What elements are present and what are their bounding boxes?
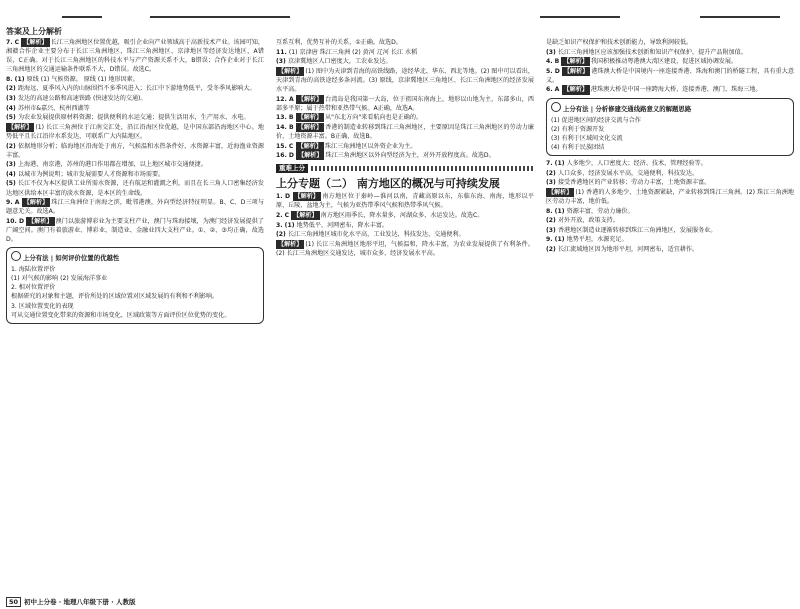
answer-item (546, 67, 794, 85)
question-number: (5) (6, 114, 18, 122)
analysis-tag: 【解析】 (297, 114, 323, 122)
answer-item (276, 67, 534, 94)
question-number: (3) (546, 179, 558, 187)
answer-text: 长江三角洲地区位置优越，吸引企业向产业领域高于高新技术产业。该园可知，湘赣合作企业主要分布于长江三角洲地区，珠江三角洲地区、京津地区等经济发达地区，A错误，C正确。对于长江三角洲地区的科技水平与产产资源关系不大，B错误；合作企业对于长江三角洲地区的交通运输条件联系不大，D错误。故选C。 (6, 39, 264, 74)
answer-text: 为农业发展提供原材料资源；提供便利的水运交通；提供生活用水，生产用水、水电。 (17, 114, 250, 122)
answer-text: 依据地形分析；临海地区沿海处于南方，气候温和水热条件好，水资源丰富，近海渔业资源丰富。 (6, 142, 264, 159)
answer-text: 香港地区制造业逐渐转移到珠江三角洲地区，发展服务业。 (557, 226, 717, 234)
answer-text: (1) 长江三角洲地区地形平坦，气候温和，降水丰富，为农业发展提供了有利条件。(2) 长江三角洲地区交通发达，城市众多，经济发展水平高。 (276, 240, 534, 257)
answer-text: 长江三角洲地区应该加强技术创新和知识产权保护，提升产品附加值。 (557, 48, 747, 56)
answer-item (276, 113, 534, 122)
column-left (6, 38, 264, 596)
answer-text: 苏州市&嘉兴、杭州西湖等 (17, 104, 90, 112)
tip-box-title: 上分有法 | 分析修建交通线路意义的解题思路 (551, 102, 789, 114)
analysis-tag: 【解析】 (548, 188, 573, 196)
answer-item (546, 48, 794, 57)
answer-text: 互系互利，优势互补的关系，①正确。故选D。 (276, 39, 402, 46)
analysis-tag: 【解析】 (293, 212, 318, 219)
analysis-tag: 【解析】 (28, 217, 53, 225)
tip-line: (4) 有利于民族团结 (551, 143, 605, 151)
answer-text: (1) 香港的人多地少，土地资源紧缺，产业转移到珠江三角洲。(2) 珠江三角洲地区劳动力丰富，地价低。 (546, 188, 794, 205)
answer-text: 我国积极推动粤港澳大湾区建设，促进区域协调发展。 (590, 58, 738, 66)
answer-text: 资源丰富，劳动力廉价。 (566, 207, 634, 215)
section-title: 上分专题（二） 南方地区的概况与可持续发展 (276, 177, 500, 191)
question-number: (4) (6, 104, 18, 112)
question-number: 15. C (276, 142, 296, 150)
answer-item (546, 159, 794, 168)
question-number: (5) (6, 180, 18, 188)
column-middle (276, 38, 534, 596)
answer-list (546, 159, 794, 254)
answer-text: 珠江三角洲位于南海之滨，毗邻港澳，外向型经济特征明显。B、C、D三项与题意无关。故选A。 (6, 199, 264, 216)
tip-line: 根据研究的对象和主题，评价所处的区域位置对区域发展的有利和不利影响。 (11, 293, 219, 301)
tip-line: (1) 对气候的影响 (2) 发展海洋事业 (11, 275, 108, 283)
analysis-tag: 【解析】 (297, 95, 323, 103)
tip-box-content (11, 265, 259, 320)
question-number: 9. (1) (546, 236, 567, 244)
answer-item (6, 217, 264, 244)
top-rule (0, 0, 800, 22)
answer-item (276, 151, 534, 160)
answer-item (276, 240, 534, 258)
question-number: (2) (546, 169, 558, 177)
question-number: (2) (6, 142, 18, 150)
answer-item (6, 94, 264, 103)
answer-text: 距海远，夏季风入内的山脉围挡不多季风进入；长江中下游地势低平，受冬季风影响大。 (17, 85, 256, 93)
answer-item (546, 226, 794, 235)
answer-item (546, 57, 794, 66)
analysis-tag: 【解析】 (8, 123, 33, 131)
analysis-tag: 【解析】 (297, 142, 322, 150)
section-bar-pattern (311, 166, 534, 171)
answer-text: 原线 (1) 气候资源。 原线 (1) 地形因素。 (26, 75, 139, 83)
answer-text: 人口众多，经济发展水平高，交通便利，科技发达。 (557, 169, 699, 177)
question-number: 16. D (276, 152, 297, 160)
check-icon (11, 251, 21, 261)
answer-item (6, 84, 264, 93)
question-number: (4) (6, 170, 18, 178)
answer-text: 从"东北方向"来看航向也是正确的。 (325, 114, 423, 122)
question-number: 9. A (6, 199, 22, 207)
answer-text: (1) 图中为天津到青海的高铁线路，途经华北、华东、西北等地。(2) 图中可以看出，天津到青海的高铁途经多条河流。(3) 原线，京津冀地区三角地区、长江三角洲地区的经济发展水平高。 (276, 67, 534, 93)
tip-line: 2. 相对位置评价 (11, 284, 56, 292)
answer-item (546, 216, 794, 225)
answer-item (6, 38, 264, 74)
answer-item (546, 85, 794, 94)
tip-line: (1) 促进地区间的经济交流与合作 (551, 116, 641, 124)
answer-text: 澳门以旅游博彩业为主要支柱产业，澳门与珠海接壤，为澳门经济发展提供了广阔空间。澳门有着旅游业、博彩业、制造业、金融业四大支柱产业。①、②、③均正确，故选D。 (6, 217, 264, 243)
answer-text: 南方地区位于秦岭—淮河以南，青藏高原以东，东临东海、南海，地形以平原、丘陵、盆地为主，气候为亚热带季风气候和热带季风气候。 (276, 193, 534, 210)
question-number: 5. D (546, 67, 562, 75)
question-number: 13. B (276, 114, 296, 122)
answer-text: 接受香港地区的产业转移；劳动力丰富，土地资源丰富。 (557, 179, 711, 187)
rule-segment (540, 16, 620, 18)
rule-segment (700, 16, 780, 18)
question-number: (3) (276, 58, 288, 66)
answer-item (6, 104, 264, 113)
question-number: (3) (546, 226, 558, 234)
tip-line: (2) 有利于资源开发 (551, 125, 605, 133)
question-number: (2) (546, 245, 558, 253)
analysis-tag: 【解析】 (294, 193, 319, 201)
question-number: (3) (6, 161, 18, 169)
answer-item (546, 235, 794, 244)
answer-item (276, 57, 534, 66)
tip-line: 可从交通位置变化带来的资源和市场变化、区域政策等方面评价区位优势的变化。 (11, 311, 231, 319)
tip-line: 1. 海陆位置评价 (11, 266, 56, 274)
answer-item (6, 75, 264, 84)
answer-item (6, 123, 264, 141)
page-number: 50 (6, 597, 21, 607)
answer-text: 台湾岛是我国第一大岛，位于祖国东南海上，地形以山地为主，东部多山，西部多平原；属于热带和亚热带气候。A正确，故选A。 (276, 95, 534, 112)
answer-item (6, 113, 264, 122)
answer-text: 港珠澳大桥是中国一座跨海大桥，连接香港、澳门、珠海三地。 (590, 86, 762, 94)
analysis-tag: 【解析】 (298, 152, 323, 160)
answer-list (276, 192, 534, 258)
answer-text: 对外开放，政策支持。 (557, 217, 619, 225)
check-icon (551, 102, 561, 112)
analysis-tag: 【解析】 (563, 67, 589, 75)
answer-item (276, 38, 534, 47)
question-number: 2. C (276, 212, 292, 219)
question-number: 8. (1) (546, 207, 567, 215)
tip-line: 3. 区域位置变化的表现 (11, 302, 74, 310)
tip-box (546, 98, 794, 156)
answer-item (276, 221, 534, 230)
question-number: 7. C (6, 39, 22, 46)
answer-text: 珠江三角洲地区以外资企业为主。 (324, 142, 417, 150)
analysis-tag: 【解析】 (278, 240, 303, 248)
question-number: 12. A (276, 95, 296, 103)
answer-item (6, 170, 264, 179)
answer-list (546, 38, 794, 95)
answer-item (276, 142, 534, 151)
analysis-tag: 【解析】 (23, 199, 49, 207)
analysis-tag: 【解析】 (563, 86, 588, 94)
answer-item (546, 169, 794, 178)
question-number: 1. D (276, 193, 293, 201)
answer-text: 是缺乏如识产权保护和技术创新能力，导致利润较低。 (546, 39, 693, 46)
answer-item (546, 38, 794, 47)
answer-text: 珠江三角洲地区以外向型经济为主，对外开放程度高。故选D。 (325, 152, 495, 160)
tip-line: (3) 有利于区域间文化交流 (551, 134, 623, 142)
answer-item (276, 192, 534, 210)
question-number: 6. A (546, 86, 562, 94)
question-number: (2) (546, 217, 558, 225)
answer-item (6, 160, 264, 169)
question-number: 11. (276, 48, 289, 56)
answer-item (276, 230, 534, 239)
answer-item (6, 179, 264, 197)
answer-text: 以城市为例说明；城市发展需要人才资源和市场需要。 (17, 170, 165, 178)
answer-text: 长江三角洲地区城市化水平高，工业发达，科技发达，交通便利。 (287, 231, 465, 239)
answer-text: 发达的高速公路和高速铁路 (快速发达的交通)。 (17, 95, 147, 103)
answer-text: (1) 京津唐 珠江三角洲 (2) 黄河 辽河 长江 水稻 (288, 48, 418, 56)
section-bar (276, 163, 534, 173)
question-number: (2) (6, 85, 18, 93)
answer-item (276, 211, 534, 220)
answer-item (546, 188, 794, 206)
answer-item (6, 142, 264, 160)
question-number: 8. (1) (6, 75, 27, 83)
column-right (546, 38, 794, 596)
answer-text: 京津冀地区人口密度大，工农业发达。 (287, 58, 392, 66)
analysis-tag: 【解析】 (23, 39, 48, 46)
tip-box-title: 上分有法 | 如何评价位置的优越性 (11, 251, 259, 263)
answer-text: 地势平坦，水源充足。 (566, 236, 628, 244)
answer-text: 上海港、南京港，苏州的港口作用都在增加，以上地区城市交通便捷。 (17, 161, 207, 169)
rule-segment (62, 16, 102, 18)
footer-text: 初中上分卷 · 地理八年级下册 · 人教版 (24, 598, 136, 606)
page-footer (6, 597, 136, 607)
tip-box (6, 247, 264, 324)
page-header: 答案及上分解析 (6, 27, 62, 36)
question-number: 10. D (6, 217, 27, 225)
answer-item (276, 95, 534, 113)
answer-text: 人多地少，人口密度大；经济、技术、管理经验等。 (566, 160, 707, 168)
question-number: (3) (546, 48, 558, 56)
answer-text: 长江流域地区因为地形平坦，河网密布，适宜耕作。 (557, 245, 699, 253)
analysis-tag: 【解析】 (278, 67, 303, 75)
answer-item (546, 245, 794, 254)
analysis-tag: 【解析】 (297, 123, 323, 131)
section-bar-label: 重难上分 (276, 164, 308, 173)
answer-list (276, 38, 534, 160)
answer-text: 地势低平，河网密布，降水丰富。 (296, 221, 389, 229)
question-number: (3) (6, 95, 18, 103)
question-number: 14. B (276, 123, 296, 131)
question-number: 4. B (546, 58, 562, 66)
answer-item (276, 48, 534, 57)
tip-box-content (551, 116, 789, 152)
answer-text: 港珠澳大桥是中国境内一座连接香港、珠海和澳门的桥隧工程，具有重大意义。 (546, 67, 794, 84)
question-number: 7. (1) (546, 160, 567, 168)
answer-item (276, 123, 534, 141)
question-number: 3. (1) (276, 221, 297, 229)
question-number: (2) (276, 231, 288, 239)
analysis-tag: 【解析】 (563, 58, 588, 66)
answer-text: 南方地区雨季长，降水量多，河湖众多，水运发达。故选C。 (320, 212, 484, 219)
rule-segment (150, 16, 290, 18)
answer-text: 香港的制造业转移到珠江三角洲地区，主要原因是珠江三角洲地区的劳动力廉价，土地资源丰富。B正确，故选B。 (276, 123, 534, 140)
answer-list (6, 38, 264, 244)
answer-text: 长江不仅为本区提供工业所需水资源，还有航运和灌溉之利，而且在长三角人口密集经济发达地区供给本区丰富的淡水资源，是本区的生命线。 (6, 180, 264, 197)
answer-item (546, 207, 794, 216)
answer-item (546, 178, 794, 187)
answer-item (6, 198, 264, 216)
answer-text: (1) 长江三角洲位于江南交汇处，沿江沿海区位优越，是中国东部沿海地区中心。地势低平且长江沿岸水系发达，可联系广大内陆地区。 (6, 123, 264, 140)
